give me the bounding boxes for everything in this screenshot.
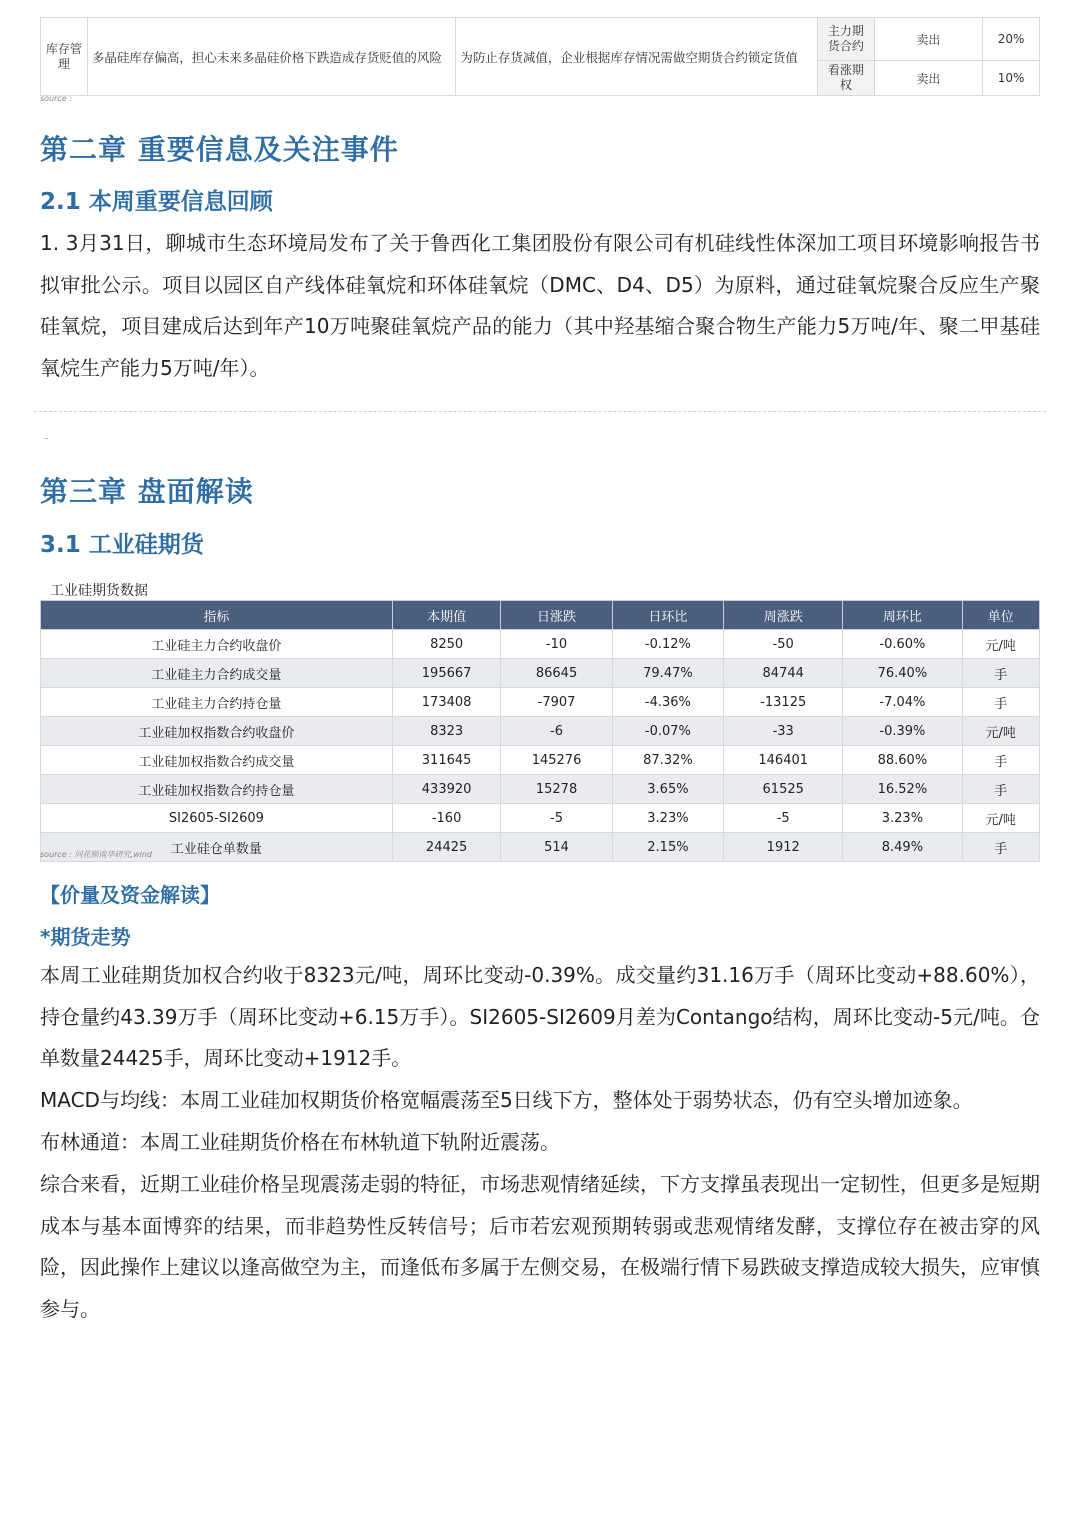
analysis-paragraph: 综合来看，近期工业硅价格呈现震荡走弱的特征，市场悲观情绪延续，下方支撑虽表现出一定韧性，但更多是短期成本与基本面博弈的结果，而非趋势性反转信号；后市若宏观预期转弱或悲观情绪发酵，支撑位存在被击穿的风险，因此操作上建议以逢高做空为主，而逢低布多属于左侧交易，在极端行情下易跌破支撑造成较大损失，应审慎参与。 — [40, 1172, 1040, 1321]
table-cell: 433920 — [392, 775, 500, 804]
table-cell: SI2605-SI2609 — [41, 804, 393, 833]
table-cell: 工业硅主力合约收盘价 — [41, 630, 393, 659]
table-cell: 76.40% — [843, 659, 962, 688]
column-header: 日涨跌 — [501, 601, 612, 630]
hedging-strategy-table — [40, 17, 1040, 96]
hedge-ratio-cell: 20% — [983, 18, 1040, 61]
table-cell: 15278 — [501, 775, 612, 804]
source-note: source : — [40, 94, 72, 103]
table-cell: -5 — [501, 804, 612, 833]
table-cell: 146401 — [724, 746, 843, 775]
table-cell: 311645 — [392, 746, 500, 775]
table-cell: 3.23% — [843, 804, 962, 833]
table-cell: 145276 — [501, 746, 612, 775]
table-row — [41, 630, 1040, 659]
source-note: source : 同花顺南华研究,wind — [40, 850, 152, 859]
table-cell: 手 — [962, 659, 1040, 688]
hedge-ratio-cell: 10% — [983, 61, 1040, 96]
column-header: 日环比 — [612, 601, 723, 630]
table-cell: 手 — [962, 688, 1040, 717]
table-cell: 173408 — [392, 688, 500, 717]
table-cell: -33 — [724, 717, 843, 746]
table-cell: 工业硅仓单数量 — [41, 833, 393, 862]
section-title: 2.1 本周重要信息回顾 — [40, 189, 273, 215]
trade-direction-cell: 卖出 — [874, 18, 982, 61]
divider-mark: .. — [44, 432, 50, 441]
analysis-subheading: *期货走势 — [40, 925, 131, 949]
news-paragraph: 1. 3月31日，聊城市生态环境局发布了关于鲁西化工集团股份有限公司有机硅线性体深加工项目环境影响报告书拟审批公示。项目以园区自产线体硅氧烷和环体硅氧烷（DMC、D4、D5）为原料，通过硅氧烷聚合反应生产聚硅氧烷，项目建成后达到年产10万吨聚硅氧烷产品的能力（其中羟基缩合聚合物生产能力5万吨/年、聚二甲基硅氧烷生产能力5万吨/年）。 — [40, 231, 1040, 380]
table-cell: -4.36% — [612, 688, 723, 717]
table-cell: -0.39% — [843, 717, 962, 746]
table-row — [41, 775, 1040, 804]
table-cell: -5 — [724, 804, 843, 833]
table-cell: 工业硅加权指数合约持仓量 — [41, 775, 393, 804]
hedge-tool-cell: 看涨期权 — [818, 61, 875, 96]
table-row — [41, 833, 1040, 862]
table-cell: 3.65% — [612, 775, 723, 804]
column-header: 指标 — [41, 601, 393, 630]
analysis-paragraph: 布林通道：本周工业硅期货价格在布林轨道下轨附近震荡。 — [40, 1130, 560, 1154]
table-row — [41, 717, 1040, 746]
analysis-heading: 【价量及资金解读】 — [40, 883, 220, 907]
table-cell: 工业硅主力合约持仓量 — [41, 688, 393, 717]
table-row — [41, 746, 1040, 775]
analysis-paragraph: 本周工业硅期货加权合约收于8323元/吨，周环比变动-0.39%。成交量约31.16万手（周环比变动+88.60%），持仓量约43.39万手（周环比变动+6.15万手）。SI2605-SI2609月差为Contango结构，周环比变动-5元/吨。仓单数量24425手，周环比变动+1912手。 — [40, 963, 1040, 1070]
trade-direction-cell: 卖出 — [874, 61, 982, 96]
section-divider — [34, 411, 1046, 412]
table-cell: -7.04% — [843, 688, 962, 717]
table-cell: -6 — [501, 717, 612, 746]
column-header: 周涨跌 — [724, 601, 843, 630]
table-cell: 1912 — [724, 833, 843, 862]
table-cell: -10 — [501, 630, 612, 659]
table-cell: 24425 — [392, 833, 500, 862]
table-row — [41, 688, 1040, 717]
column-header: 单位 — [962, 601, 1040, 630]
table-cell: 手 — [962, 746, 1040, 775]
column-header: 本期值 — [392, 601, 500, 630]
table-row — [41, 804, 1040, 833]
table-cell: 手 — [962, 833, 1040, 862]
table-cell: 514 — [501, 833, 612, 862]
table-caption: 工业硅期货数据 — [50, 583, 148, 599]
risk-category-cell: 库存管理 — [41, 18, 88, 96]
table-cell: 2.15% — [612, 833, 723, 862]
table-header-row — [41, 601, 1040, 630]
table-cell: 手 — [962, 775, 1040, 804]
analysis-paragraph: MACD与均线：本周工业硅加权期货价格宽幅震荡至5日线下方，整体处于弱势状态，仍有空头增加迹象。 — [40, 1088, 973, 1112]
table-cell: 87.32% — [612, 746, 723, 775]
futures-data-table — [40, 600, 1040, 862]
table-cell: 195667 — [392, 659, 500, 688]
section-title: 3.1 工业硅期货 — [40, 532, 204, 558]
table-cell: 79.47% — [612, 659, 723, 688]
table-cell: 61525 — [724, 775, 843, 804]
table-cell: 8250 — [392, 630, 500, 659]
hedging-strategy-cell: 为防止存货减值，企业根据库存情况需做空期货合约锁定货值 — [456, 18, 818, 96]
table-cell: 工业硅主力合约成交量 — [41, 659, 393, 688]
table-cell: 86645 — [501, 659, 612, 688]
hedge-tool-cell: 主力期货合约 — [818, 18, 875, 61]
table-cell: 工业硅加权指数合约成交量 — [41, 746, 393, 775]
table-cell: -7907 — [501, 688, 612, 717]
table-cell: 工业硅加权指数合约收盘价 — [41, 717, 393, 746]
table-cell: 88.60% — [843, 746, 962, 775]
table-cell: 元/吨 — [962, 717, 1040, 746]
table-row — [41, 659, 1040, 688]
table-cell: 3.23% — [612, 804, 723, 833]
risk-motive-cell: 多晶硅库存偏高，担心未来多晶硅价格下跌造成存货贬值的风险 — [87, 18, 456, 96]
table-cell: 84744 — [724, 659, 843, 688]
table-cell: -0.07% — [612, 717, 723, 746]
table-row — [41, 18, 1040, 61]
table-cell: 8.49% — [843, 833, 962, 862]
column-header: 周环比 — [843, 601, 962, 630]
table-cell: 8323 — [392, 717, 500, 746]
table-cell: 元/吨 — [962, 804, 1040, 833]
chapter-title: 第二章 重要信息及关注事件 — [40, 133, 399, 166]
chapter-title: 第三章 盘面解读 — [40, 475, 254, 508]
table-cell: 元/吨 — [962, 630, 1040, 659]
table-cell: -160 — [392, 804, 500, 833]
table-cell: -50 — [724, 630, 843, 659]
table-cell: 16.52% — [843, 775, 962, 804]
table-cell: -13125 — [724, 688, 843, 717]
table-cell: -0.60% — [843, 630, 962, 659]
table-cell: -0.12% — [612, 630, 723, 659]
